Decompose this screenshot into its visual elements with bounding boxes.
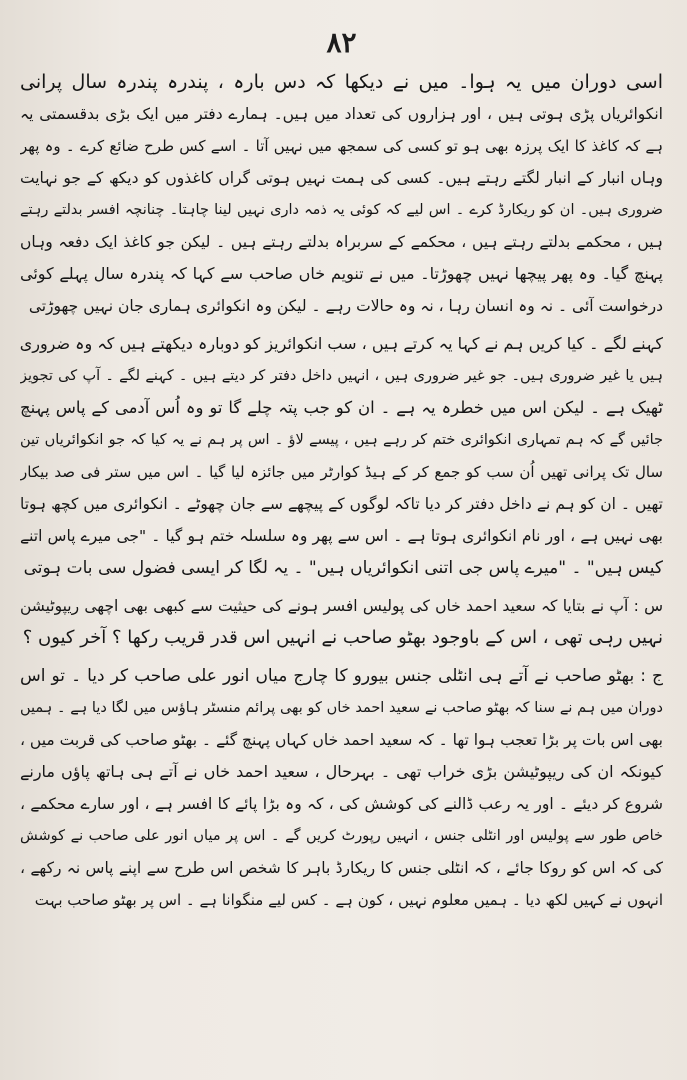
- text-line: س : آپ نے بتایا کہ سعید احمد خاں کی پولیس افسر ہونے کی حیثیت سے کبھی بھی اچھی ریپوٹیشن: [20, 597, 663, 615]
- text-line: سال تک پرانی تھیں اُن سب کو جمع کر کے ہیڈ کوارٹر میں جائزہ لیا گیا ۔ اس میں ستر فی صد بیکار: [20, 463, 663, 481]
- text-line: خاص طور سے پولیس اور انٹلی جنس ، انہیں رپورٹ کریں گے ۔ اس پر میاں انور علی صاحب نے کوشش: [20, 828, 663, 844]
- text-line: وہاں انبار کے انبار لگتے رہتے ہیں۔ کسی کی ہمت نہیں ہوتی گراں کاغذوں کو دیکھ کے جو نہایت: [20, 169, 663, 187]
- text-line: بھی اس بات پر بڑا تعجب ہوا تھا ۔ کہ سعید احمد خاں کہاں پہنچ گئے ۔ بھٹو صاحب کی قربت میں ،: [20, 731, 663, 749]
- text-line: انہوں نے کہیں لکھ دیا ۔ ہمیں معلوم نہیں ، کون ہے ۔ کس لیے منگوانا ہے ۔ اس پر بھٹو صاحب بہت: [34, 891, 663, 909]
- paragraph: [20, 590, 663, 654]
- paragraph: [20, 660, 663, 916]
- text-line: کی کہ اس کو روکا جائے ، کہ انٹلی جنس کا ریکارڈ باہر کا شخص اس طرح سے اپنے پاس نہ رکھے ،: [20, 859, 663, 877]
- text-line: پہنچ گیا۔ وہ پھر پیچھا نہیں چھوڑتا۔ میں نے تنویم خاں صاحب سے کہا کہ پندرہ سال پہلے کوئی: [20, 264, 663, 283]
- text-line: تھیں ۔ ان کو ہم نے داخل دفتر کر دیا تاکہ لوگوں کے پیچھے سے جان چھوٹے ۔ انکوائری میں کچھ ہوتا: [20, 495, 663, 513]
- paragraph: [20, 328, 663, 584]
- paragraph: [20, 66, 663, 322]
- text-line: اسی دوران میں یہ ہوا۔ میں نے دیکھا کہ دس بارہ ، پندرہ پندرہ سال پرانی: [20, 71, 663, 93]
- text-line: ہے کہ کاغذ کا ایک پرزہ بھی ہو تو کسی کی سمجھ میں نہیں آتا ۔ اسے کس طرح ضائع کرے ۔ وہ پھر: [20, 137, 663, 155]
- text-line: ضروری ہیں۔ ان کو ریکارڈ کرے ۔ اس لیے کہ کوئی یہ ذمہ داری نہیں لینا چاہتا۔ چنانچہ افسر بدلتے رہتے: [20, 202, 663, 218]
- text-line: شروع کر دیئے ۔ اور یہ رعب ڈالنے کی کوشش کی ، کہ وہ بڑا پائے کا افسر ہے ، اور سارے محکمے ،: [20, 795, 663, 813]
- text-line: کیونکہ ان کی ریپوٹیشن بڑی خراب تھی ۔ بہرحال ، سعید احمد خاں نے آتے ہی ہاتھ پاؤں مارنے: [20, 762, 663, 781]
- text-line: بھی نہیں ہے ، اور نام انکوائری ہوتا ہے ۔ اس سے پھر وہ سلسلہ ختم ہو گیا ۔ "جی میرے پاس اتنے: [20, 527, 663, 545]
- text-line: کیس ہیں" ۔ "میرے پاس جی اتنی انکوائریاں ہیں" ۔ یہ لگا کر ایسی فضول سی بات ہوتی: [23, 558, 663, 578]
- text-line: نہیں رہی تھی ، اس کے باوجود بھٹو صاحب نے انہیں اس قدر قریب رکھا ؟ آخر کیوں ؟: [22, 627, 663, 648]
- text-line: ج : بھٹو صاحب نے آتے ہی انٹلی جنس بیورو کا چارج میاں انور علی صاحب کر دیا ۔ تو اس: [20, 666, 663, 686]
- text-line: کہنے لگے ۔ کیا کریں ہم نے کہا یہ کرتے ہیں ، سب انکوائریز کو دوبارہ دیکھتے ہیں کہ وہ ضروری: [20, 334, 663, 353]
- page-body: [20, 66, 663, 916]
- text-line: ٹھیک ہے ۔ لیکن اس میں خطرہ یہ ہے ۔ ان کو جب پتہ چلے گا تو وہ اُس آدمی کے پاس پہنچ: [20, 398, 663, 417]
- page-number: ۸۲: [326, 26, 357, 59]
- text-line: انکوائریاں پڑی ہوتی ہیں ، اور ہزاروں کی تعداد میں ہیں۔ ہمارے دفتر میں ایک بڑی بدقسمتی یہ: [20, 105, 663, 123]
- text-line: ہیں ، محکمے بدلتے رہتے ہیں ، محکمے کے سربراہ بدلتے رہتے ہیں ۔ لیکن جو کاغذ ایک دفعہ وہاں: [20, 233, 663, 251]
- text-line: جائیں گے کہ ہم تمہاری انکوائری ختم کر رہے ہیں ، پیسے لاؤ ۔ اس پر ہم نے یہ کیا کہ جو انکوائریاں تین: [20, 432, 663, 448]
- text-line: ہیں یا غیر ضروری ہیں۔ جو غیر ضروری ہیں ، انہیں داخل دفتر کر دیتے ہیں ۔ کہنے لگے ۔ آپ کی تجویز: [20, 368, 663, 384]
- text-line: درخواست آئی ۔ نہ وہ انسان رہا ، نہ وہ حالات رہے ۔ لیکن وہ انکوائری ہماری جان نہیں چھوڑتی: [28, 297, 663, 315]
- text-line: دوران میں ہم نے سنا کہ بھٹو صاحب نے سعید احمد خاں کو بھی پرائم منسٹر ہاؤس میں لگا دیا ہے ۔ ہمیں: [20, 700, 663, 716]
